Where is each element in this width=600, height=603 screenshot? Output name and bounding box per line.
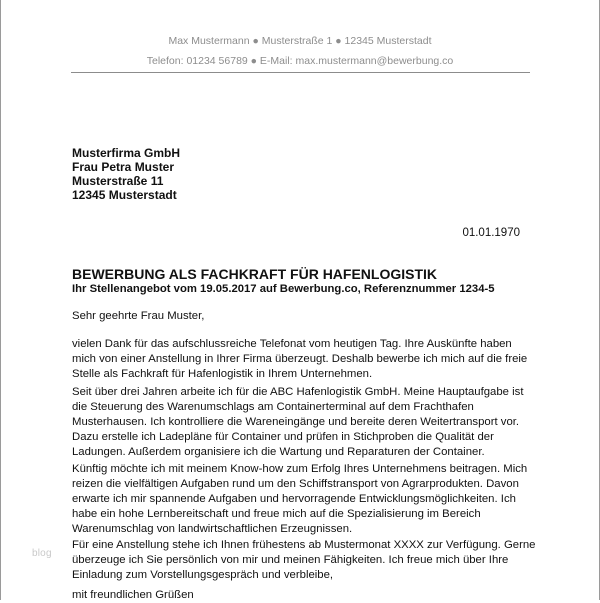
- paragraph-4: [72, 538, 535, 583]
- sender-address-line: Max Mustermann ● Musterstraße 1 ● 12345 Musterstadt: [168, 35, 432, 47]
- paragraph-line: Seit über drei Jahren arbeite ich für die ABC Hafenlogistik GmbH. Meine Hauptaufgabe ist: [72, 386, 524, 398]
- paragraph-line: Warenumschlag von landwirtschaftlichen Erzeugnissen.: [72, 523, 353, 535]
- paragraph-line: Musterhausen. Ich kontrolliere die Wareneingänge und bereite deren Weitertransport vor.: [72, 416, 520, 428]
- paragraph-line: Künftig möchte ich mit meinem Know-how zum Erfolg Ihres Unternehmens beitragen. Mich: [72, 463, 528, 475]
- paragraph-line: vielen Dank für das aufschlussreiche Telefonat vom heutigen Tag. Ihre Auskünfte haben: [72, 338, 512, 350]
- paragraph-line: Dazu erstelle ich Ladepläne für Container und prüfen in Stichproben die Qualität der: [72, 431, 494, 443]
- closing-line: mit freundlichen Grüßen: [72, 589, 194, 601]
- sender-contact-line: Telefon: 01234 56789 ● E-Mail: max.mustermann@bewerbung.co: [146, 55, 454, 67]
- subject-subtitle: Ihr Stellenangebot vom 19.05.2017 auf Bewerbung.co, Referenznummer 1234-5: [72, 283, 495, 295]
- recipient-city: 12345 Musterstadt: [72, 188, 177, 202]
- paragraph-line: Für eine Anstellung stehe ich Ihnen frühestens ab Mustermonat XXXX zur Verfügung. Gerne: [72, 539, 536, 551]
- recipient-person: Frau Petra Muster: [72, 160, 175, 174]
- paragraph-line: mich von einer Anstellung in Ihrer Firma überzeugt. Deshalb bewerbe ich mich auf die freie: [72, 353, 528, 365]
- paragraph-line: überzeuge ich Sie persönlich von mir und meinen Fähigkeiten. Ich freue mich über Ihre: [72, 554, 509, 566]
- letter-date: 01.01.1970: [462, 227, 520, 239]
- blog-watermark: blog: [32, 548, 52, 559]
- paragraph-line: die Steuerung des Warenumschlags am Containerterminal auf dem Frachthafen: [72, 401, 474, 413]
- salutation: Sehr geehrte Frau Muster,: [72, 310, 205, 322]
- paragraph-line: Einladung zum Vorstellungsgespräch und verbleibe,: [72, 569, 334, 581]
- recipient-street: Musterstraße 11: [72, 174, 164, 188]
- page-border-left: [0, 0, 1, 600]
- paragraph-line: Ladungen. Außerdem organisiere ich die Wartung und Reparaturen der Container.: [72, 446, 485, 458]
- paragraph-line: Stelle als Fachkraft für Hafenlogistik in Ihrem Unternehmen.: [72, 368, 373, 380]
- paragraph-line: reizen die vielfältigen Aufgaben rund um den Schiffstransport von Agrarprodukten. Davon: [72, 478, 519, 490]
- recipient-address: [72, 146, 180, 202]
- paragraph-1: [72, 337, 527, 382]
- subject-title: BEWERBUNG ALS FACHKRAFT FÜR HAFENLOGISTIK: [72, 266, 438, 282]
- paragraph-line: habe ein hohe Lernbereitschaft und freue mich auf die Spezialisierung im Bereich: [72, 508, 481, 520]
- paragraph-line: erwarte ich mir spannende Aufgaben und hervorragende Entwicklungsmöglichkeiten. Ich: [72, 493, 516, 505]
- paragraph-3: [72, 462, 527, 537]
- recipient-company: Musterfirma GmbH: [72, 146, 181, 160]
- header-divider: [71, 72, 530, 73]
- paragraph-2: [72, 385, 523, 460]
